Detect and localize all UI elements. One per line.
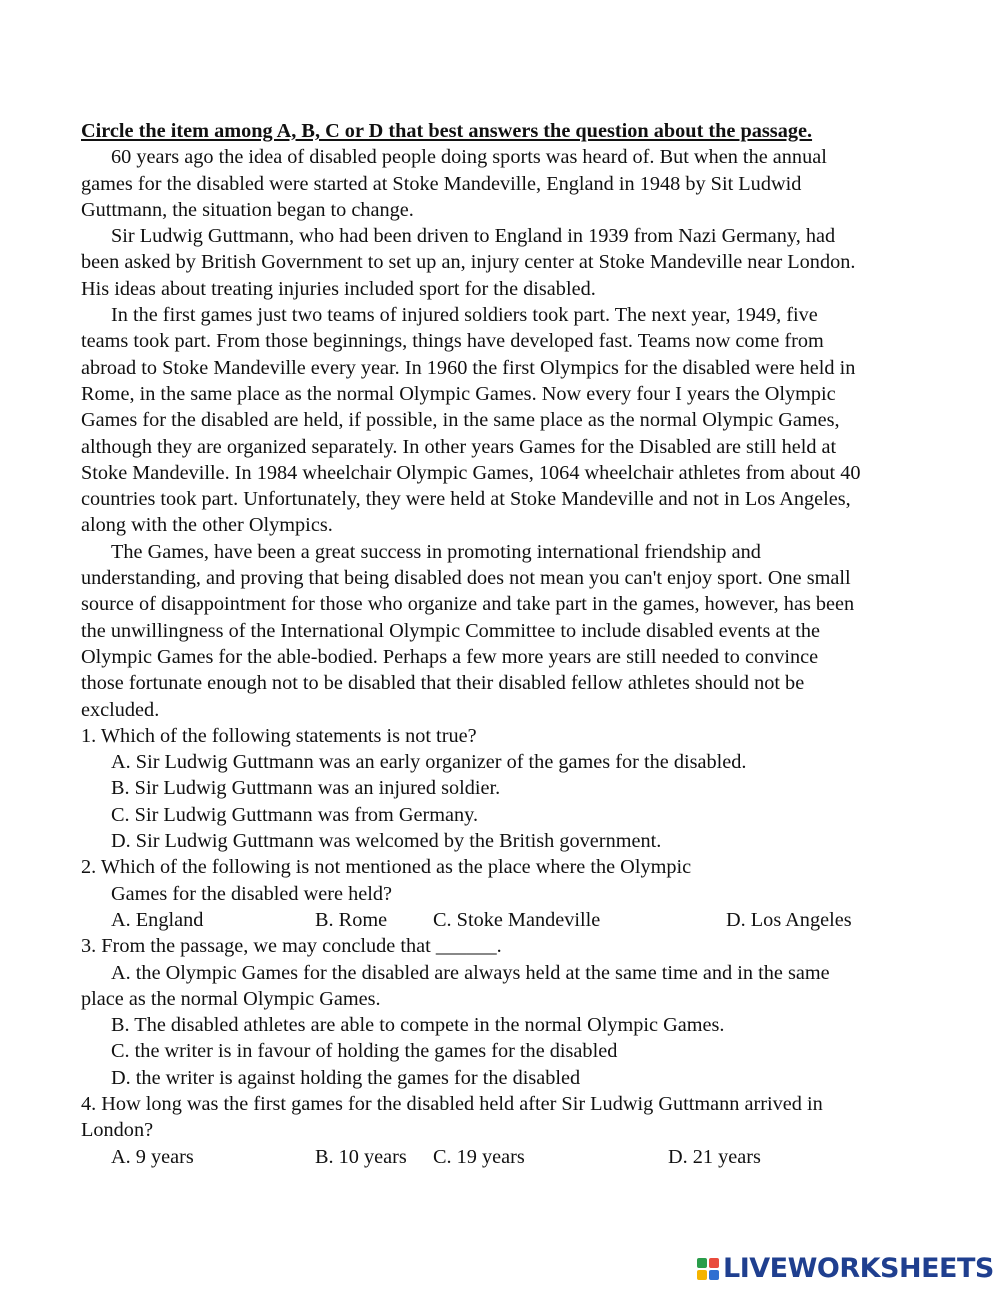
question-text: 3. From the passage, we may conclude that ______.: [81, 935, 502, 958]
passage-line: abroad to Stoke Mandeville every year. In 1960 the first Olympics for the disabled were held in: [81, 356, 856, 379]
question-text-cont: London?: [81, 1119, 154, 1142]
logo-square-icon: [709, 1258, 719, 1268]
answer-option-c[interactable]: C. Sir Ludwig Guttmann was from Germany.: [111, 803, 479, 826]
answer-option-a[interactable]: A. the Olympic Games for the disabled are always held at the same time and in the same: [111, 961, 830, 984]
question-text: 1. Which of the following statements is not true?: [81, 724, 477, 747]
passage-line: the unwillingness of the International Olympic Committee to include disabled events at the: [81, 619, 820, 642]
passage-line: The Games, have been a great success in promoting international friendship and: [111, 540, 761, 563]
answer-option-a-cont[interactable]: place as the normal Olympic Games.: [81, 987, 381, 1010]
passage-line: Stoke Mandeville. In 1984 wheelchair Olympic Games, 1064 wheelchair athletes from about 40: [81, 461, 861, 484]
passage-line: source of disappointment for those who organize and take part in the games, however, has been: [81, 593, 855, 616]
answer-option-d[interactable]: D. Sir Ludwig Guttmann was welcomed by the British government.: [111, 830, 662, 853]
worksheet: [81, 118, 961, 1170]
passage-line: Sir Ludwig Guttmann, who had been driven to England in 1939 from Nazi Germany, had: [111, 225, 836, 248]
answer-option-c[interactable]: C. Stoke Mandeville: [433, 908, 601, 931]
passage-line: His ideas about treating injuries included sport for the disabled.: [81, 277, 596, 300]
answer-option-a[interactable]: A. Sir Ludwig Guttmann was an early organizer of the games for the disabled.: [111, 751, 747, 774]
instructions-heading: Circle the item among A, B, C or D that best answers the question about the passage.: [81, 120, 813, 142]
brand-name: LIVEWORKSHEETS: [723, 1253, 994, 1284]
answer-option-c[interactable]: C. the writer is in favour of holding the games for the disabled: [111, 1040, 618, 1063]
logo-grid-icon: [697, 1258, 719, 1280]
passage-line: teams took part. From those beginnings, things have developed fast. Teams now come from: [81, 330, 824, 353]
question-text: 2. Which of the following is not mentioned as the place where the Olympic: [81, 856, 692, 879]
question-3: [81, 933, 961, 1091]
logo-square-icon: [709, 1270, 719, 1280]
question-2: [81, 854, 961, 933]
question-text-cont: Games for the disabled were held?: [111, 882, 393, 905]
passage-line: Guttmann, the situation began to change.: [81, 198, 414, 221]
logo-square-icon: [697, 1270, 707, 1280]
answer-options-row: [81, 1144, 961, 1170]
passage-line: been asked by British Government to set up an, injury center at Stoke Mandeville near London.: [81, 251, 856, 274]
passage-line: those fortunate enough not to be disabled that their disabled fellow athletes should not be: [81, 672, 805, 695]
passage-line: understanding, and proving that being disabled does not mean you can't enjoy sport. One small: [81, 567, 851, 590]
answer-option-d[interactable]: D. 21 years: [668, 1145, 761, 1168]
question-1: [81, 723, 961, 854]
answer-option-a[interactable]: A. England: [111, 908, 204, 931]
passage-paragraph-3: [81, 302, 961, 539]
passage-line: Olympic Games for the able-bodied. Perhaps a few more years are still needed to convince: [81, 645, 819, 668]
answer-option-c[interactable]: C. 19 years: [433, 1145, 525, 1168]
answer-option-b[interactable]: B. The disabled athletes are able to compete in the normal Olympic Games.: [111, 1014, 725, 1037]
passage-paragraph-2: [81, 223, 961, 302]
passage-line: Games for the disabled are held, if possible, in the same place as the normal Olympic Games,: [81, 409, 840, 432]
answer-option-d[interactable]: D. Los Angeles: [726, 908, 852, 931]
question-4: [81, 1091, 961, 1170]
passage-line: Rome, in the same place as the normal Olympic Games. Now every four I years the Olympic: [81, 382, 836, 405]
answer-option-b[interactable]: B. Rome: [315, 908, 388, 931]
passage-line: games for the disabled were started at Stoke Mandeville, England in 1948 by Sit Ludwid: [81, 172, 802, 195]
answer-options-row: [81, 907, 961, 933]
question-text: 4. How long was the first games for the disabled held after Sir Ludwig Guttmann arrived in: [81, 1092, 823, 1115]
passage-paragraph-4: [81, 539, 961, 723]
liveworksheets-logo: [697, 1253, 994, 1285]
passage-line: 60 years ago the idea of disabled people doing sports was heard of. But when the annual: [111, 146, 827, 169]
passage-paragraph-1: [81, 144, 961, 223]
answer-option-b[interactable]: B. Sir Ludwig Guttmann was an injured soldier.: [111, 777, 501, 800]
passage-line: excluded.: [81, 698, 160, 721]
answer-option-d[interactable]: D. the writer is against holding the games for the disabled: [111, 1066, 581, 1089]
passage-line: although they are organized separately. In other years Games for the Disabled are still held at: [81, 435, 837, 458]
passage-line: countries took part. Unfortunately, they were held at Stoke Mandeville and not in Los Angeles,: [81, 488, 851, 511]
passage-line: In the first games just two teams of injured soldiers took part. The next year, 1949, five: [111, 304, 818, 327]
logo-square-icon: [697, 1258, 707, 1268]
passage-line: along with the other Olympics.: [81, 514, 333, 537]
answer-option-a[interactable]: A. 9 years: [111, 1145, 194, 1168]
answer-option-b[interactable]: B. 10 years: [315, 1145, 407, 1168]
